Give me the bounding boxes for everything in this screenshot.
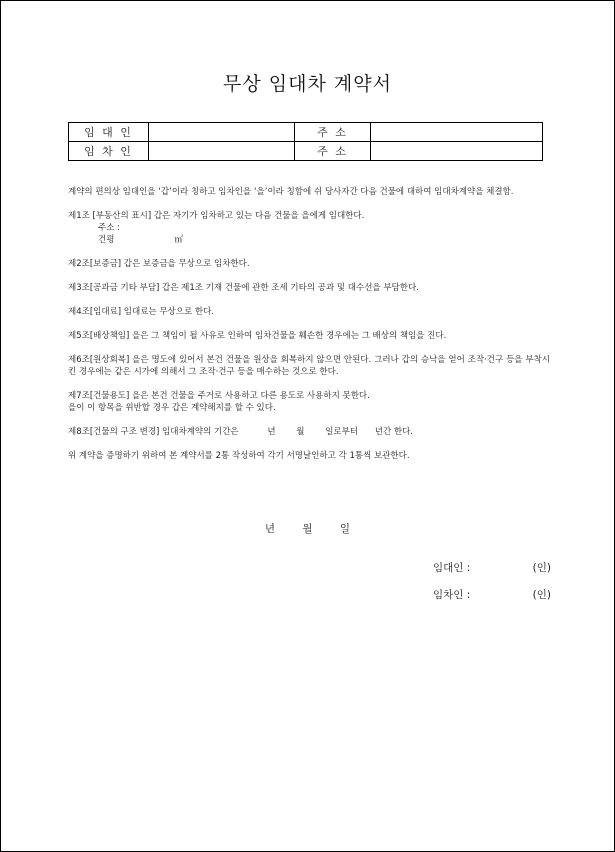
table-row-lessor <box>69 123 543 142</box>
article-2: 제2조[보증금] 갑은 보증금을 무상으로 임차한다. <box>68 259 250 269</box>
table-row-lessee <box>69 142 543 161</box>
article-8-from: 일로부터 <box>325 427 359 437</box>
article-7-line-2: 을이 이 항목을 위반할 경우 갑은 계약해지를 할 수 있다. <box>68 403 276 413</box>
date-month: 월 <box>302 523 313 535</box>
lessee-seal: (인) <box>532 589 551 601</box>
lessor-address-label: 주 소 <box>295 123 371 142</box>
lessee-signature-label: 임차인 : <box>433 589 471 601</box>
article-4: 제4조[임대료] 임대료는 무상으로 한다. <box>68 307 215 317</box>
article-7 <box>68 390 550 414</box>
document-title: 무상 임대차 계약서 <box>223 73 392 95</box>
date-day: 일 <box>339 523 351 535</box>
lessee-address-label: 주 소 <box>295 142 371 161</box>
article-8-month: 월 <box>296 427 305 437</box>
article-8-suffix: 년간 한다. <box>374 427 414 437</box>
closing-paragraph: 위 계약을 증명하기 위하여 본 계약서를 2통 작성하여 각기 서명날인하고 각 1통씩 보관한다. <box>68 451 410 461</box>
lessee-name-cell <box>149 142 295 161</box>
article-1-unit: ㎡ <box>174 235 183 245</box>
lessor-seal: (인) <box>532 562 551 574</box>
contract-date <box>1 521 614 536</box>
article-8-year: 년 <box>267 427 276 437</box>
article-6: 제6조[원상회복] 을은 명도에 있어서 본건 건물을 원상을 회복하지 않으면 안된다. 그러나 갑의 승낙을 얻어 조작·건구 등을 부착시킨 경우에는 같은 시가에 의해서 그 조작·건구 등을 매수하는 것으로 한다. <box>68 355 550 377</box>
article-3: 제3조[공과금 기타 부담] 갑은 제1조 기재 건물에 관한 조세 기타의 공과 및 대수선을 부담한다. <box>68 283 419 293</box>
article-1-text: 제1조 [부동산의 표시] 갑은 자기가 임차하고 있는 다음 건물을 을에게 임대한다. <box>68 211 365 221</box>
lessee-signature <box>433 587 551 602</box>
lessor-name-cell <box>149 123 295 142</box>
lessor-address-cell <box>371 123 543 142</box>
lessee-label: 임 차 인 <box>69 142 149 161</box>
lessor-label: 임 대 인 <box>69 123 149 142</box>
article-1 <box>68 210 550 246</box>
article-5: 제5조[배상책임] 을은 그 책임이 될 사유로 인하여 임차건물을 훼손한 경우에는 그 배상의 책임을 진다. <box>68 331 447 341</box>
lessor-signature-label: 임대인 : <box>433 562 471 574</box>
article-8-prefix: 제8조[건물의 구조 변경] 임대차계약의 기간은 <box>68 427 239 437</box>
article-8 <box>68 426 550 438</box>
parties-table <box>68 122 543 161</box>
lessor-signature <box>433 560 551 575</box>
lessee-address-cell <box>371 142 543 161</box>
article-1-area: 건평 <box>98 235 115 245</box>
contract-body <box>68 186 550 474</box>
article-1-address: 주소 : <box>98 223 120 233</box>
article-7-line-1: 제7조[건물용도] 을은 본건 건물을 주거로 사용하고 다른 용도로 사용하지 못한다. <box>68 391 370 401</box>
intro-paragraph: 계약의 편의상 임대인을 ‘갑’이라 칭하고 임차인을 ‘을’이라 칭함에 쉬 당사자간 다음 건물에 대하여 임대차계약을 체결함. <box>68 187 514 197</box>
date-year: 년 <box>264 523 276 535</box>
